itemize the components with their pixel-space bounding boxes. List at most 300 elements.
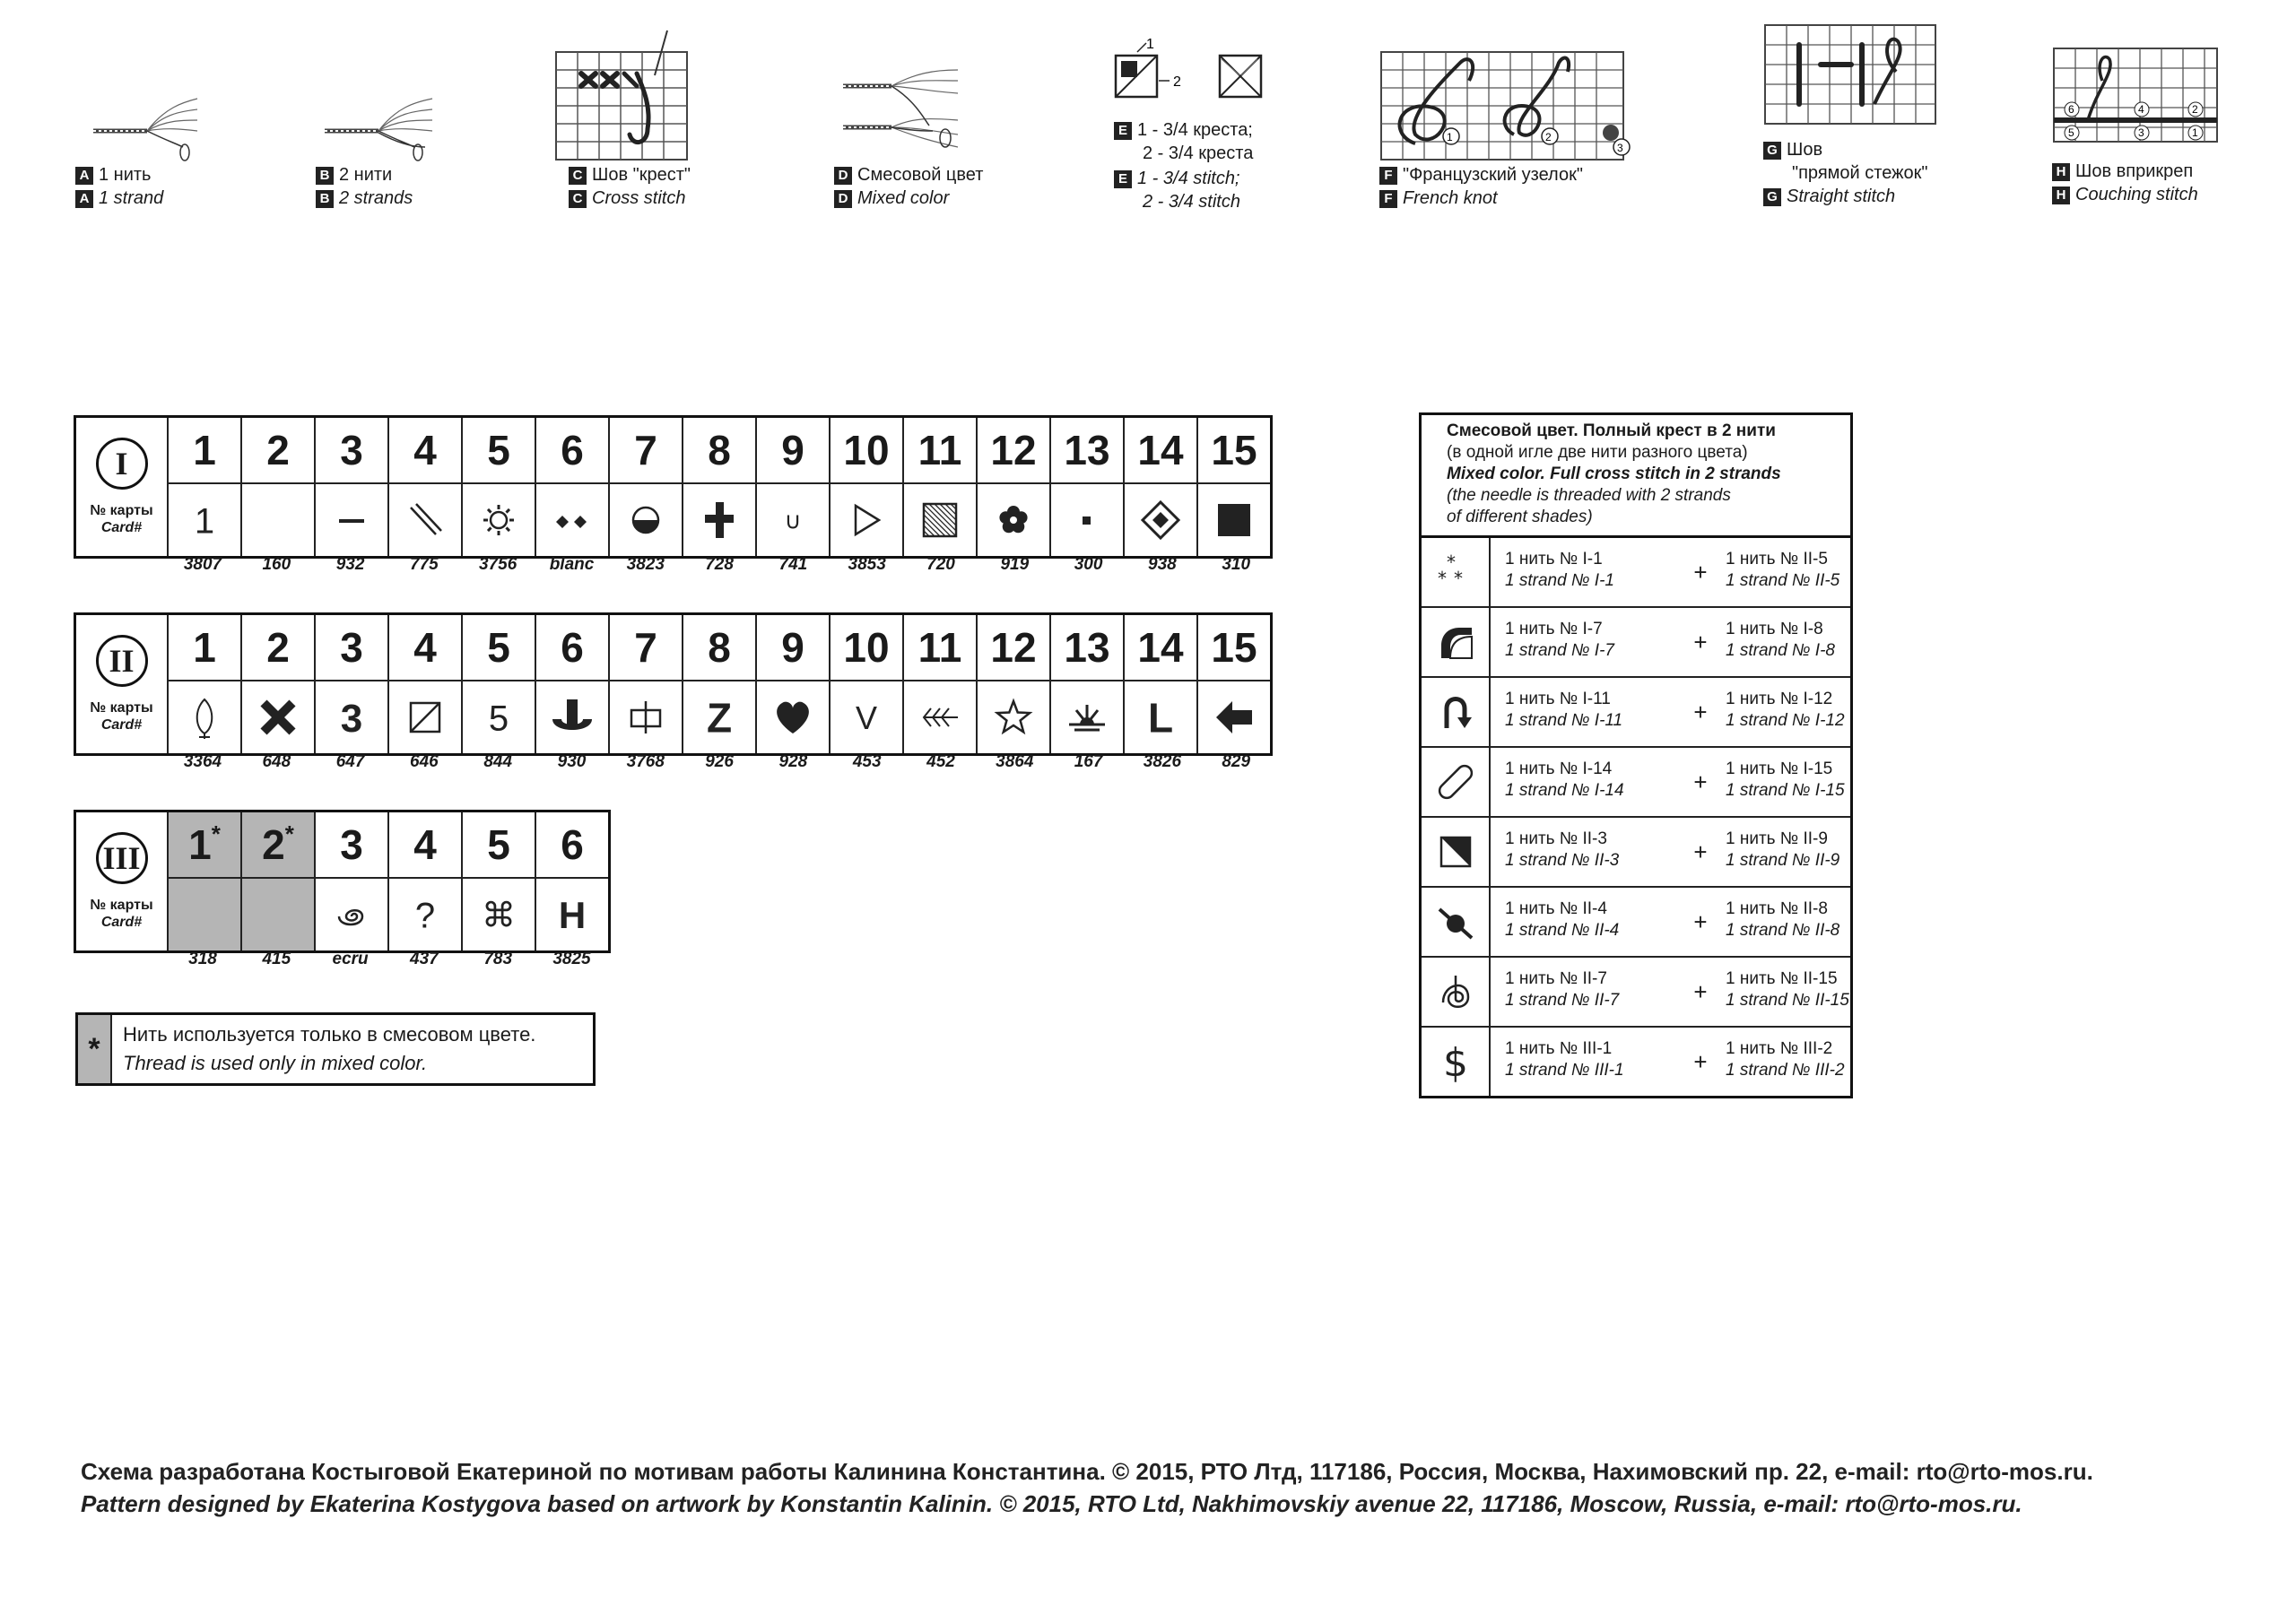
half-circle-icon [621,495,671,545]
mixed-color-table [1419,412,1853,1098]
legend-a-ru: A 1 нить [75,163,151,187]
box-cross-icon [621,692,671,742]
thread-symbol-6 [535,681,609,755]
svg-text:Z: Z [706,694,733,742]
card-label: № карты Card# [90,503,153,535]
thread-number-label: 1 [193,624,216,671]
svg-text:L: L [1147,694,1174,742]
mixed-color-header: Смесовой цвет. Полный крест в 2 нити (в одной игле две нити разного цвета) Mixed color. Full cross stitch in 2 strands (the needle is threaded with 2 strands of different shades) [1422,415,1850,538]
thread-chart-3 [74,810,611,968]
slash-square-icon [400,692,450,742]
dmc-code: 932 [335,555,365,574]
dmc-code: ecru [332,950,369,968]
mixed-thread-a: 1 нить № II-7 1 strand № II-7 [1505,969,1620,1010]
note-text: Нить используется только в смесовом цвете. Thread is used only in mixed color. [123,1023,536,1074]
legend-b-en: B 2 strands [316,187,413,210]
command-icon [474,890,524,940]
dmc-code: 310 [1222,555,1251,574]
thread-number-label: 4 [413,821,437,868]
double-slash-icon [400,495,450,545]
dmc-code: 3864 [996,752,1034,771]
thread-symbol-12 [977,681,1050,755]
thread-number-3 [315,812,388,879]
asterisks-icon [1431,547,1481,597]
mixed-thread-a: 1 нить № I-11 1 strand № I-11 [1505,690,1623,730]
thread-number-label: 4 [413,624,437,671]
dmc-code: 3823 [626,555,665,574]
mixed-thread-b: 1 нить № II-15 1 strand № II-15 [1726,969,1849,1010]
thread-number-label: 12 [990,624,1037,671]
legend-h-en: H Couching stitch [2052,183,2198,206]
dmc-code: 452 [926,752,955,771]
legend-g-ru2: "прямой стежок" [1792,163,1928,183]
cross-stitch-illustration [554,27,689,161]
chart-3-header [75,812,169,952]
mixed-plus: + [1693,838,1708,865]
dmc-code: 919 [1000,555,1030,574]
french-knot-illustration [1379,27,1639,161]
dmc-code: 646 [410,752,439,771]
dmc-code: 160 [262,555,291,574]
dmc-code: 741 [778,555,808,574]
thread-symbol-9 [756,681,830,755]
thread-chart-2 [74,612,1273,771]
couching-step-2: 2 [2192,103,2198,116]
thread-number-label: 6 [561,821,584,868]
plus-thick-icon [694,495,744,545]
thread-number-9 [756,614,830,681]
legend-f [1379,27,1639,208]
mixed-symbol [1422,958,1491,1026]
thread-number-label: 3 [340,821,363,868]
mixed-symbol [1422,818,1491,886]
figure-label-1: 1 [1146,37,1154,52]
thread-number-4 [388,614,462,681]
thread-symbol-14 [1124,483,1197,558]
thread-symbol-5 [462,483,535,558]
mixed-color-row [1422,606,1850,676]
legend-g-ru1: G Шов [1763,138,1822,161]
capsule-icon [1431,757,1481,807]
thread-number-label: 10 [843,624,890,671]
thread-number-label: 4 [413,427,437,473]
mixed-thread-b: 1 нить № III-2 1 strand № III-2 [1726,1039,1845,1080]
thread-symbol-12 [977,483,1050,558]
dmc-code: 775 [410,555,439,574]
thread-number-label: 1 [193,427,216,473]
dot-slash-icon [1431,897,1481,947]
thread-symbol-13 [1050,681,1124,755]
dollar-icon [1431,1037,1481,1087]
svg-text:*: * [1453,568,1463,589]
thread-symbol-6 [535,878,610,952]
mixed-plus: + [1693,907,1708,935]
thread-number-label: 9 [781,624,804,671]
dmc-code: 728 [705,555,734,574]
thread-number-15 [1197,417,1272,484]
thread-symbol-8 [683,483,756,558]
mixed-symbol [1422,608,1491,676]
mixed-color-row [1422,746,1850,816]
filled-square-icon [1209,495,1259,545]
dmc-code: 3768 [626,752,665,771]
thread-symbol-7 [609,483,683,558]
strand-2-illustration [316,90,441,161]
thread-number-14 [1124,614,1197,681]
svg-text:*: * [1446,551,1456,573]
svg-text:3: 3 [340,696,363,741]
couching-step-5: 5 [2068,126,2074,139]
mixed-color-illustration [834,68,969,167]
footer-en: Pattern designed by Ekaterina Kostygova based on artwork by Konstantin Kalinin. © 2015, RTO Ltd, Nakhimovskiy avenue 22, 117186, Moscow, Russia, e-mail: rto@rto-mos.ru. [81,1490,2022,1517]
dmc-code: blanc [549,555,595,574]
mixed-color-row [1422,1026,1850,1096]
legend-d-en: D Mixed color [834,187,949,210]
thread-number-15 [1197,614,1272,681]
thread-symbol-1 [168,878,241,952]
thread-number-2 [241,614,315,681]
dmc-code: 453 [852,752,882,771]
diamond-pair-icon [547,495,597,545]
thread-symbol-10 [830,483,903,558]
small-u-icon [768,495,818,545]
svg-text:H: H [558,894,587,937]
mixed-thread-b: 1 нить № II-8 1 strand № II-8 [1726,899,1840,940]
triangle-right-icon [841,495,891,545]
french-knot-step-2: 2 [1545,131,1552,143]
thread-chart-1 [74,415,1273,574]
thread-number-5 [462,614,535,681]
legend-g-en: G Straight stitch [1763,185,1895,208]
mixed-thread-a: 1 нить № II-4 1 strand № II-4 [1505,899,1620,940]
thread-number-label: 2 [266,624,290,671]
thread-number-3 [315,417,388,484]
legend-a-en: A 1 strand [75,187,163,210]
dmc-code: 3853 [848,555,886,574]
thread-number-label: 3 [340,427,363,473]
thread-number-12 [977,614,1050,681]
mixed-thread-a: 1 нить № II-3 1 strand № II-3 [1505,829,1620,870]
thread-symbol-14 [1124,681,1197,755]
thread-table-2 [74,612,1273,756]
thread-number-13 [1050,417,1124,484]
half-triangle-icon [1431,827,1481,877]
dmc-code: 3825 [552,950,591,968]
legend-h [2052,36,2222,204]
thread-number-label: 8 [708,624,731,671]
legend-e-en2: 2 - 3/4 stitch [1143,192,1240,212]
thread-symbol-15 [1197,483,1272,558]
legend-c-ru: C Шов "крест" [569,163,691,187]
chart-2-roman: II [96,635,148,687]
mixed-plus: + [1693,628,1708,655]
star-icon [988,692,1039,742]
thread-number-label: 6 [561,624,584,671]
spiral-icon [326,890,377,940]
hatched-square-icon [915,495,965,545]
dmc-code: 3807 [183,555,222,574]
dmc-code: 783 [483,950,513,968]
dmc-code: 647 [335,752,365,771]
thread-number-11 [903,614,977,681]
thread-number-7 [609,417,683,484]
thread-number-label: 10 [843,427,890,473]
straight-stitch-illustration [1763,18,1943,135]
dmc-code: 648 [262,752,291,771]
thread-number-label: 13 [1064,624,1110,671]
mixed-thread-b: 1 нить № I-8 1 strand № I-8 [1726,620,1835,660]
thread-symbol-15 [1197,681,1272,755]
legend-a [75,90,201,208]
dmc-code: 926 [705,752,734,771]
mixed-color-rows [1422,538,1850,1096]
sunset-icon [1062,692,1112,742]
legend-d [834,68,984,208]
legend-e-en1: E 1 - 3/4 stitch; [1114,167,1240,190]
thread-number-6 [535,812,610,879]
thread-number-label: 14 [1137,624,1184,671]
mixed-thread-b: 1 нить № II-5 1 strand № II-5 [1726,550,1840,590]
h-bold-icon [547,890,597,940]
thread-symbol-3 [315,878,388,952]
couching-step-4: 4 [2138,103,2144,116]
swirl-icon [1431,967,1481,1017]
mixed-thread-b: 1 нить № II-9 1 strand № II-9 [1726,829,1840,870]
mixed-plus: + [1693,558,1708,586]
thread-number-4 [388,812,462,879]
thread-symbol-3 [315,681,388,755]
legend-e-ru1: E 1 - 3/4 креста; [1114,118,1253,142]
legend-c [554,27,691,208]
mixed-symbol [1422,748,1491,816]
leaf-icon [179,692,230,742]
dash-icon [326,495,377,545]
legend-h-ru: H Шов вприкреп [2052,160,2193,183]
legend-g [1763,18,1943,206]
sun-icon [474,495,524,545]
mixed-color-row [1422,956,1850,1026]
thread-number-1 [168,417,241,484]
thread-number-10 [830,614,903,681]
strand-1-illustration [75,90,201,161]
mixed-color-row [1422,816,1850,886]
thread-symbol-2 [241,878,315,952]
mixed-only-star: * [284,820,294,847]
legend-c-en: C Cross stitch [569,187,685,210]
svg-text:?: ? [414,896,436,936]
legend-f-en: F French knot [1379,187,1498,210]
thread-number-label: 11 [918,624,962,671]
three-quarter-stitch-illustration [1114,36,1275,117]
thread-symbol-7 [609,681,683,755]
svg-text:$: $ [1442,1039,1468,1086]
dmc-code: 3826 [1143,752,1182,771]
anchor-icon [547,692,597,742]
thread-symbol-3 [315,483,388,558]
legend-b-ru: B 2 нити [316,163,392,187]
chart-1-roman: I [96,438,148,490]
thread-number-label: 7 [634,427,657,473]
thread-number-1 [168,614,241,681]
thread-number-label: 1 [188,821,212,868]
svg-text:V: V [855,699,878,736]
dmc-code: 930 [557,752,587,771]
dmc-code: 3364 [183,752,222,771]
couching-step-3: 3 [2138,126,2144,139]
thread-table-3 [74,810,611,953]
thread-number-12 [977,417,1050,484]
thread-number-5 [462,812,535,879]
thread-number-label: 14 [1137,427,1184,473]
thread-number-label: 15 [1211,624,1257,671]
thread-symbol-4 [388,483,462,558]
thread-symbol-4 [388,681,462,755]
thread-symbol-5 [462,681,535,755]
thread-symbol-5 [462,878,535,952]
thread-number-3 [315,614,388,681]
couching-step-6: 6 [2068,103,2074,116]
thread-number-9 [756,417,830,484]
thread-number-label: 3 [340,624,363,671]
small-square-icon [1062,495,1112,545]
figure-label-2: 2 [1173,74,1181,90]
mixed-thread-a: 1 нить № I-7 1 strand № I-7 [1505,620,1614,660]
note-star: * [78,1015,112,1083]
card-label: № карты Card# [90,898,153,930]
thread-symbol-11 [903,483,977,558]
thread-number-2 [241,812,315,879]
dmc-code: 720 [926,555,955,574]
thread-number-label: 9 [781,427,804,473]
mixed-plus: + [1693,977,1708,1005]
svg-text:*: * [1437,568,1447,589]
thread-symbol-10 [830,681,903,755]
thread-number-label: 11 [918,427,962,473]
arrows-left-icon [915,692,965,742]
thread-symbol-1 [168,483,241,558]
thread-symbol-4 [388,878,462,952]
thread-symbol-2 [241,483,315,558]
thread-number-11 [903,417,977,484]
dmc-code: 437 [410,950,439,968]
one-glyph-icon [179,495,230,545]
thread-number-2 [241,417,315,484]
couching-step-1: 1 [2192,126,2198,139]
thread-number-label: 6 [561,427,584,473]
mixed-symbol [1422,678,1491,746]
crescent-icon [253,495,303,545]
svg-text:∪: ∪ [784,507,802,534]
thread-symbol-9 [756,483,830,558]
three-bold-icon [326,692,377,742]
legend-b [316,90,441,208]
quarter-arc-icon [1431,617,1481,667]
dmc-code: 829 [1222,752,1251,771]
dmc-code: 3756 [479,555,517,574]
chart-1-header [75,417,169,558]
dmc-code: 844 [483,752,513,771]
thread-symbol-2 [241,681,315,755]
legend-e [1114,36,1275,212]
couching-stitch-illustration [2052,36,2222,152]
thread-number-label: 7 [634,624,657,671]
x-thick-icon [253,692,303,742]
thread-symbol-6 [535,483,609,558]
legend-e-ru2: 2 - 3/4 креста [1143,143,1254,163]
thread-number-label: 5 [487,624,510,671]
chart-2-header [75,614,169,755]
dmc-code: 415 [262,950,291,968]
thread-number-6 [535,417,609,484]
mixed-thread-a: 1 нить № I-1 1 strand № I-1 [1505,550,1614,590]
thread-number-1 [168,812,241,879]
thread-number-4 [388,417,462,484]
legend-d-ru: D Смесовой цвет [834,163,983,187]
thread-symbol-1 [168,681,241,755]
arrow-left-icon [1209,692,1259,742]
mixed-color-row [1422,538,1850,606]
thread-number-13 [1050,614,1124,681]
french-knot-step-1: 1 [1447,131,1453,143]
svg-text:⌘: ⌘ [482,895,516,935]
mixed-plus: + [1693,768,1708,795]
thread-symbol-11 [903,681,977,755]
card-label: № карты Card# [90,700,153,733]
mixed-thread-b: 1 нить № I-15 1 strand № I-15 [1726,759,1845,800]
dmc-code: 318 [188,950,217,968]
chart-3-roman: III [96,832,148,884]
thread-number-label: 8 [708,427,731,473]
thread-number-8 [683,614,756,681]
five-icon [474,692,524,742]
u-arrow-icon [1431,687,1481,737]
thread-number-5 [462,417,535,484]
legend-f-ru: F "Французский узелок" [1379,163,1583,187]
z-bold-icon [694,692,744,742]
thread-symbol-13 [1050,483,1124,558]
mixed-thread-a: 1 нить № I-14 1 strand № I-14 [1505,759,1624,800]
svg-text:1: 1 [194,501,215,542]
mixed-color-row [1422,676,1850,746]
thread-number-8 [683,417,756,484]
mixed-symbol [1422,1028,1491,1096]
thread-number-label: 5 [487,427,510,473]
thread-table-1 [74,415,1273,559]
mixed-symbol [1422,538,1491,606]
heart-icon [768,692,818,742]
dmc-code: 928 [778,752,808,771]
mixed-thread-b: 1 нить № I-12 1 strand № I-12 [1726,690,1845,730]
thread-number-label: 15 [1211,427,1257,473]
mixed-color-row [1422,886,1850,956]
question-icon [400,890,450,940]
thread-number-label: 13 [1064,427,1110,473]
thread-number-10 [830,417,903,484]
thread-number-14 [1124,417,1197,484]
thread-number-label: 12 [990,427,1037,473]
mixed-only-note [75,1012,596,1086]
thread-number-label: 2 [262,821,285,868]
thread-number-7 [609,614,683,681]
thread-number-label: 5 [487,821,510,868]
dmc-code: 938 [1148,555,1177,574]
diamond-in-diamond-icon [1135,495,1186,545]
svg-text:5: 5 [488,699,509,739]
dmc-code: 167 [1074,752,1103,771]
french-knot-step-3: 3 [1617,142,1623,154]
footer-ru: Схема разработана Костыговой Екатериной по мотивам работы Калинина Константина. © 2015, РТО Лтд, 117186, Россия, Москва, Нахимовский пр. 22, e-mail: rto@rto-mos.ru. [81,1458,2093,1485]
dmc-code: 300 [1074,555,1103,574]
